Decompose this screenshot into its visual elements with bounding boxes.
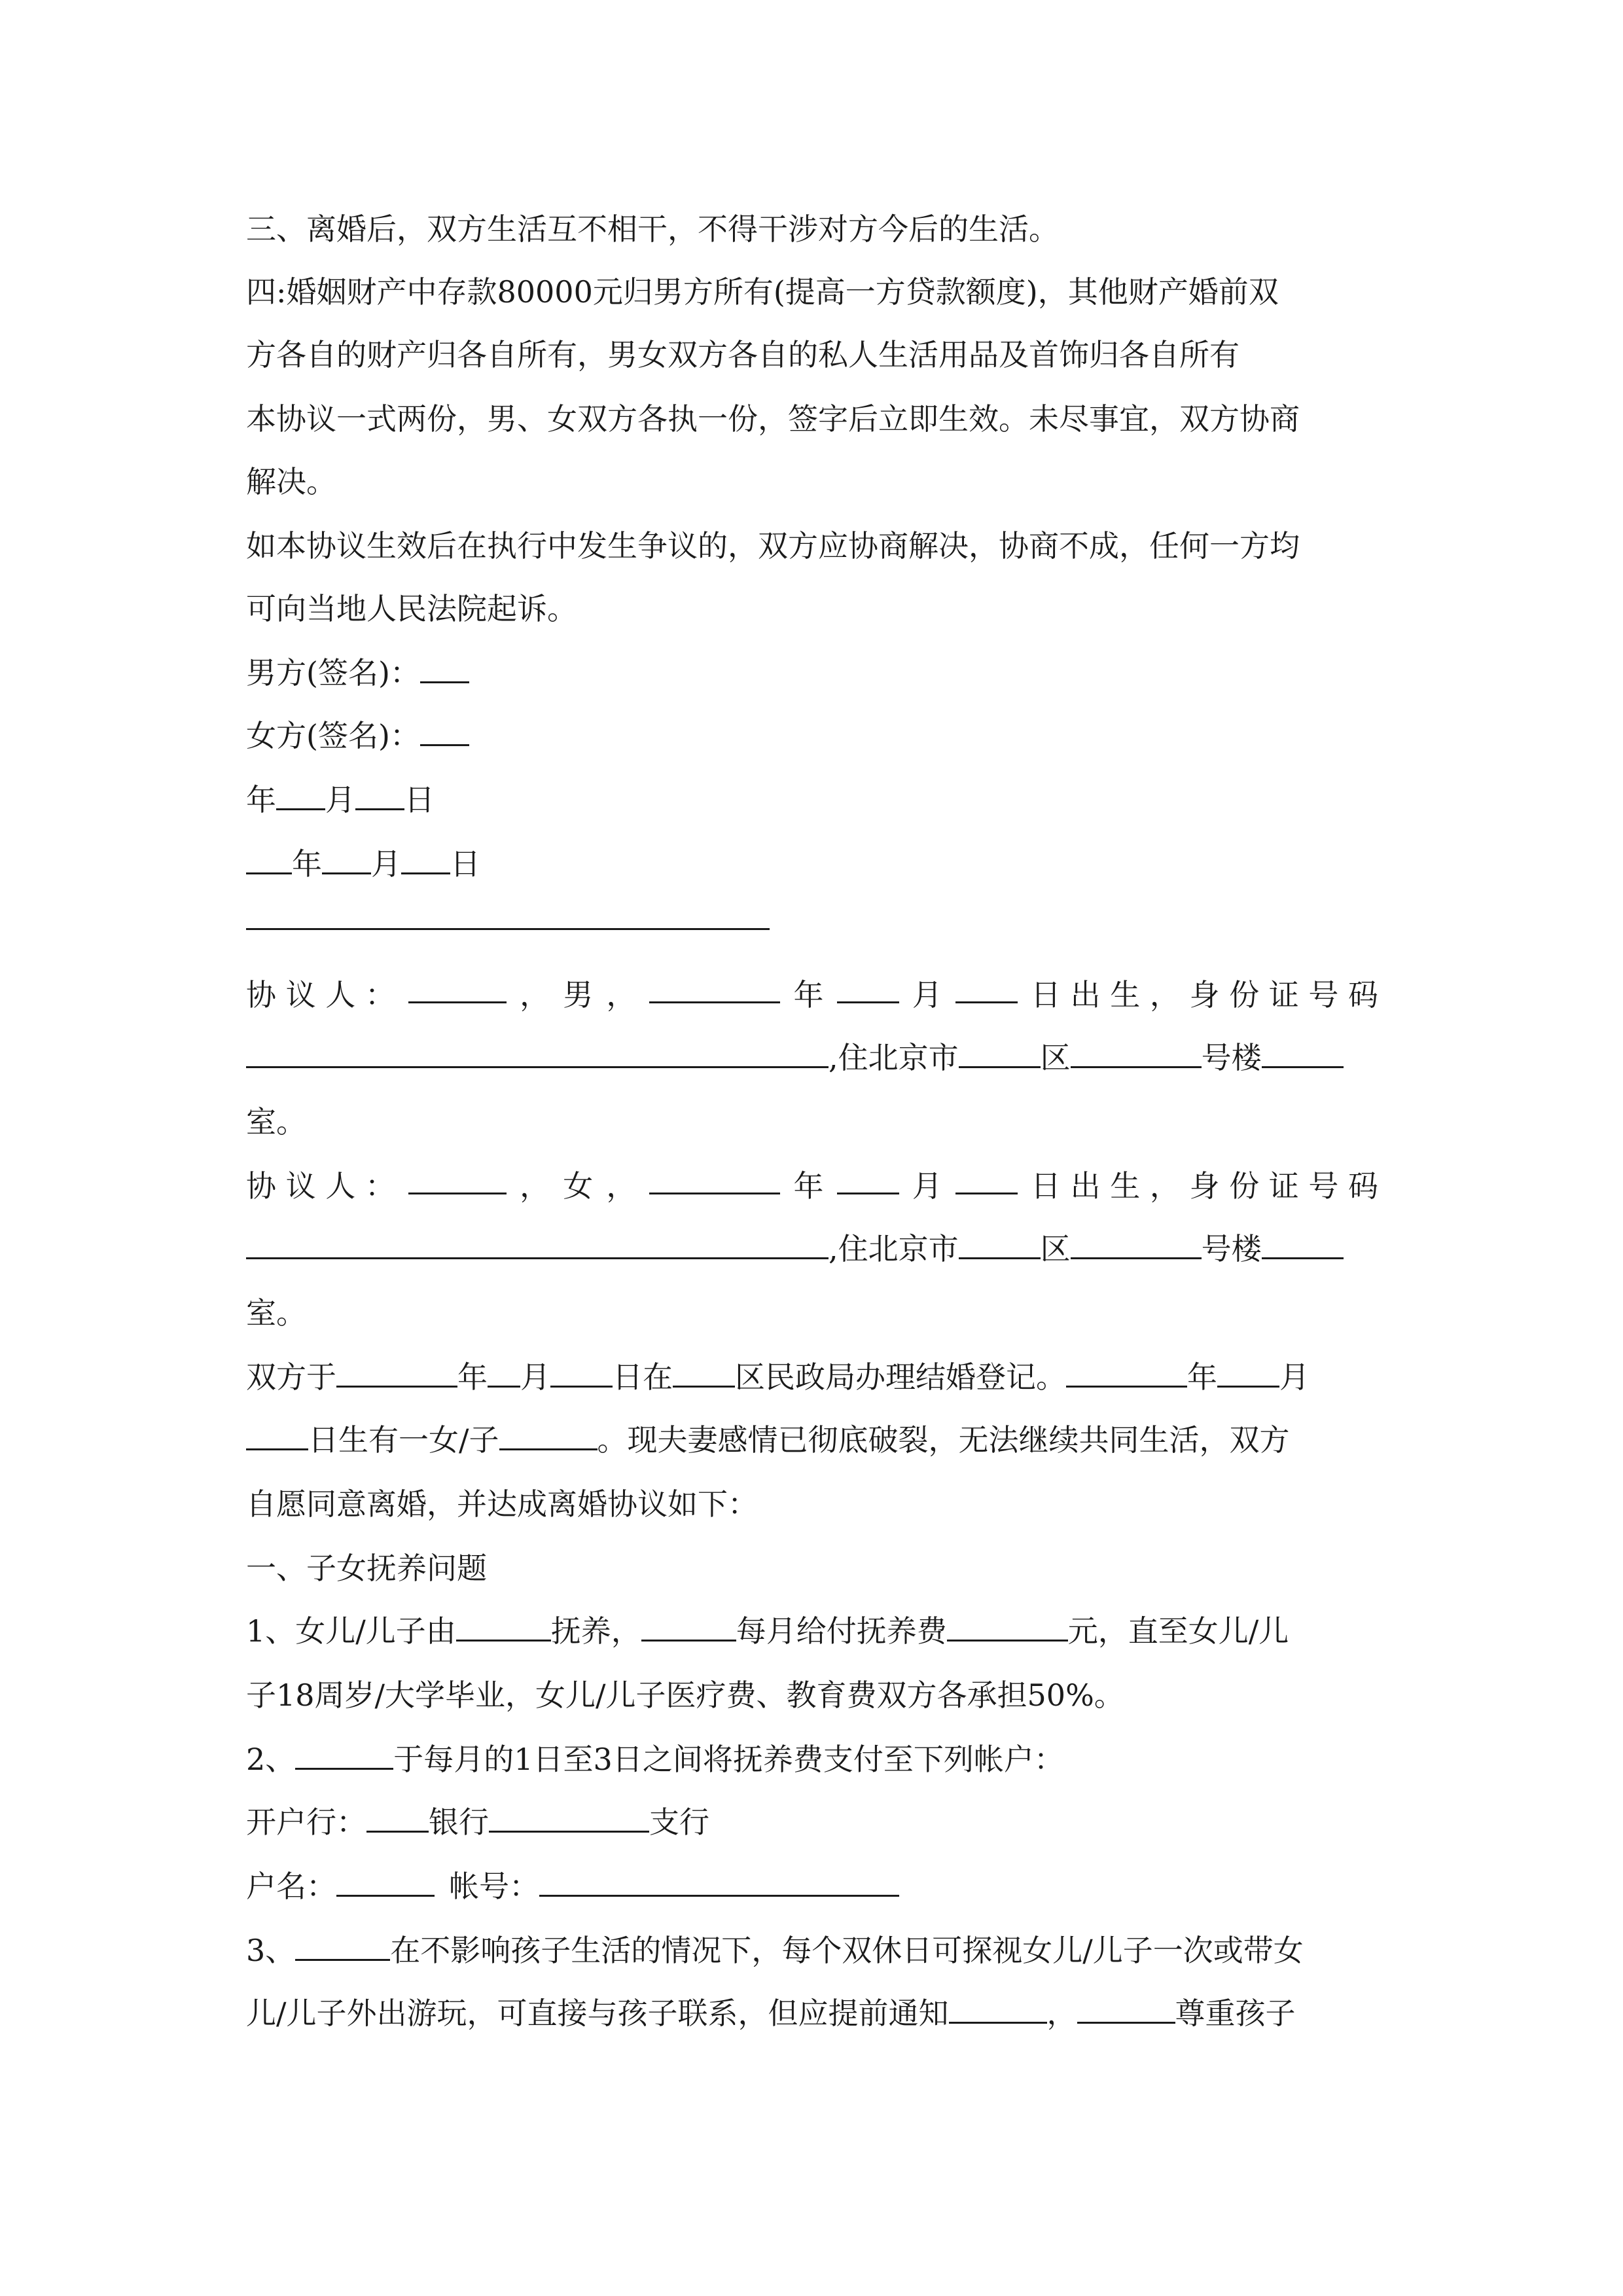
account-name-blank[interactable] (336, 1869, 435, 1897)
dispute-clause-line-2: 可向当地人民法院起诉。 (246, 591, 577, 626)
payer-blank[interactable] (295, 1742, 393, 1770)
support-amount-blank[interactable] (947, 1613, 1068, 1641)
section-divider (246, 928, 770, 930)
district-blank[interactable] (959, 1040, 1041, 1068)
birth-day-blank[interactable] (955, 975, 1018, 1003)
account-number-blank[interactable] (539, 1869, 899, 1897)
district-blank[interactable] (959, 1231, 1041, 1259)
reg-year-blank[interactable] (336, 1359, 457, 1388)
notify-party-blank[interactable] (949, 1996, 1047, 2024)
birth-month-blank[interactable] (837, 975, 899, 1003)
party-2-line-1: 协 议 人 ： ， 女 ， 年 月 日 出 生 ， 身 份 证 号 码 (246, 1166, 1378, 1206)
id-number-blank[interactable] (246, 1231, 829, 1259)
day-blank[interactable] (355, 782, 404, 810)
month-blank[interactable] (276, 782, 325, 810)
birth-month-blank[interactable] (837, 1166, 899, 1194)
account-line: 户名： 帐号： (246, 1867, 1378, 1906)
child-birth-day-blank[interactable] (246, 1422, 308, 1450)
custody-clause-3-line-2: 儿/儿子外出游玩，可直接与孩子联系，但应提前通知 ， 尊重孩子 (246, 1996, 1296, 2031)
date-line-2: 年 月 日 (246, 844, 1378, 884)
year-blank[interactable] (246, 846, 292, 874)
child-birth-year-blank[interactable] (1066, 1359, 1187, 1388)
birth-year-blank[interactable] (649, 1166, 780, 1194)
copies-clause-line-2: 解决。 (246, 464, 336, 499)
day-blank[interactable] (401, 846, 450, 874)
party-1-name-blank[interactable] (408, 975, 507, 1003)
party-1-line-1: 协 议 人 ： ， 男 ， 年 月 日 出 生 ， 身 份 证 号 码 (246, 975, 1378, 1014)
custodian-blank[interactable] (456, 1613, 551, 1641)
id-number-blank[interactable] (246, 1040, 829, 1068)
room-blank[interactable] (1262, 1040, 1344, 1068)
female-signature-line: 女方(签名)： (246, 716, 1378, 755)
payer-blank[interactable] (641, 1613, 736, 1641)
custody-clause-1-line-2: 子18周岁/大学毕业，女儿/儿子医疗费、教育费双方各承担50%。 (246, 1677, 1124, 1713)
registration-line-2: 日生有一女/子 。现夫妻感情已彻底破裂，无法继续共同生活，双方 (246, 1420, 1378, 1460)
dispute-clause-line-1: 如本协议生效后在执行中发生争议的，双方应协商解决，协商不成，任何一方均 (246, 528, 1300, 564)
reg-district-blank[interactable] (673, 1359, 735, 1388)
respect-party-blank[interactable] (1077, 1996, 1175, 2024)
building-blank[interactable] (1071, 1040, 1202, 1068)
party-2-line-2: ,住北京市 区 号楼 (246, 1229, 1378, 1268)
clause-4-line-1: 四:婚姻财产中存款80000元归男方所有(提高一方贷款额度)，其他财产婚前双 (246, 274, 1279, 310)
male-signature-line: 男方(签名)： (246, 653, 1378, 692)
bank-line: 开户行： 银行 支行 (246, 1804, 709, 1840)
registration-line-3: 自愿同意离婚，并达成离婚协议如下： (246, 1486, 758, 1522)
visitor-blank[interactable] (295, 1933, 390, 1961)
birth-year-blank[interactable] (649, 975, 780, 1003)
room-blank[interactable] (1262, 1231, 1344, 1259)
registration-line-1: 双方于 年 月 日在 区民政局办理结婚登记。 年 月 (246, 1359, 1310, 1395)
reg-month-blank[interactable] (488, 1359, 520, 1388)
custody-clause-1-line-1: 1、女儿/儿子由 抚养， 每月给付抚养费 元，直至女儿/儿 (246, 1613, 1289, 1649)
month-blank[interactable] (322, 846, 371, 874)
party-2-line-3: 室。 (246, 1295, 306, 1331)
party-1-line-3: 室。 (246, 1104, 306, 1139)
reg-day-blank[interactable] (550, 1359, 613, 1388)
birth-day-blank[interactable] (955, 1166, 1018, 1194)
branch-name-blank[interactable] (489, 1804, 649, 1833)
building-blank[interactable] (1071, 1231, 1202, 1259)
clause-4-line-2: 方各自的财产归各自所有，男女双方各自的私人生活用品及首饰归各自所有 (246, 337, 1240, 372)
party-2-name-blank[interactable] (408, 1166, 507, 1194)
clause-3: 三、离婚后，双方生活互不相干，不得干涉对方今后的生活。 (246, 211, 1059, 247)
copies-clause-line-1: 本协议一式两份，男、女双方各执一份，签字后立即生效。未尽事宜，双方协商 (246, 401, 1300, 437)
custody-clause-3-line-1: 3、 在不影响孩子生活的情况下，每个双休日可探视女儿/儿子一次或带女 (246, 1933, 1304, 1968)
custody-clause-2: 2、 于每月的1日至3日之间将抚养费支付至下列帐户： (246, 1742, 1064, 1777)
bank-name-blank[interactable] (366, 1804, 429, 1833)
female-signature-blank[interactable] (420, 718, 469, 746)
party-1-line-2: ,住北京市 区 号楼 (246, 1038, 1378, 1077)
section-1-heading: 一、子女抚养问题 (246, 1551, 487, 1586)
child-name-blank[interactable] (499, 1422, 597, 1450)
date-line-1: 年 月 日 (246, 782, 435, 817)
male-signature-blank[interactable] (420, 655, 469, 683)
child-birth-month-blank[interactable] (1217, 1359, 1279, 1388)
